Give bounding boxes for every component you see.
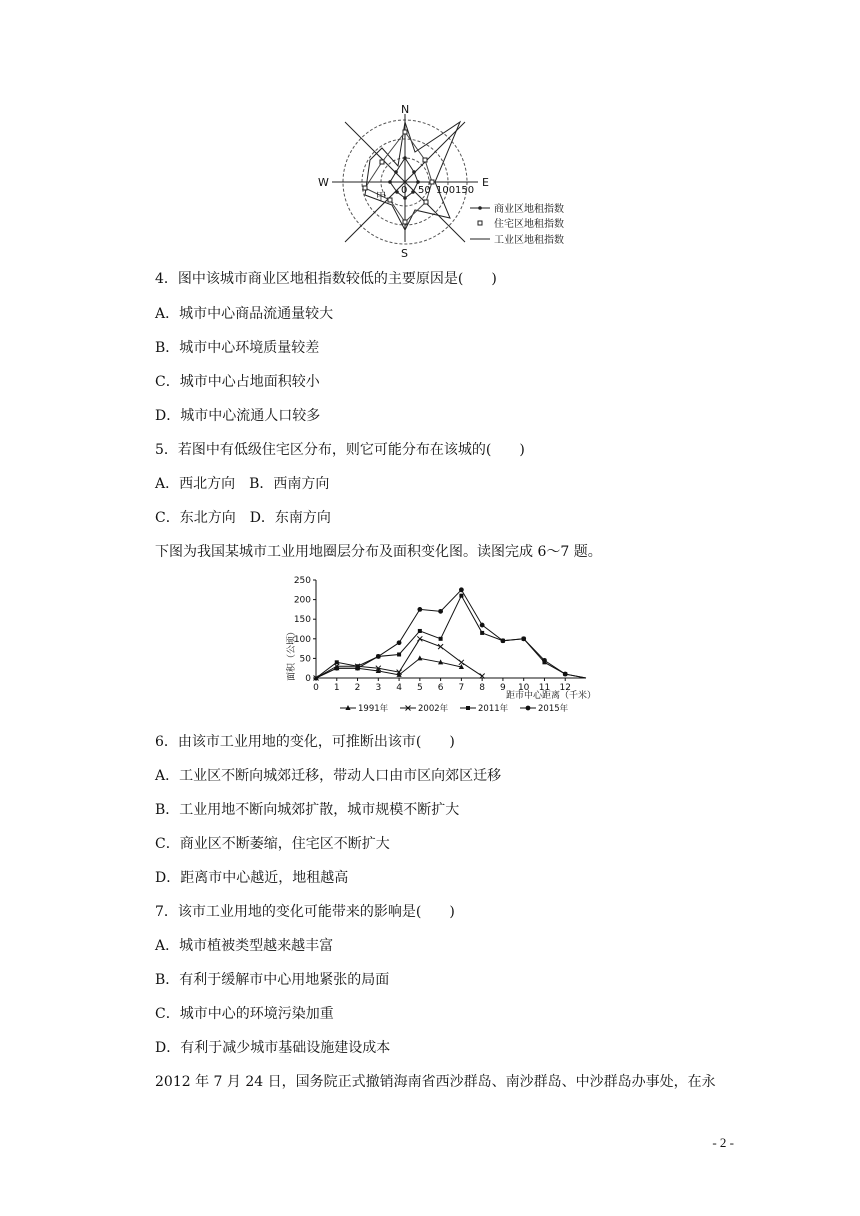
- data-point: [376, 654, 381, 659]
- chart-intro-text: 下图为我国某城市工业用地圈层分布及面积变化图。读图完成 6～7 题。: [155, 544, 602, 560]
- radar-legend: [470, 202, 564, 246]
- question-6-option-a: A．工业区不断向城郊迁移，带动人口由市区向郊区迁移: [155, 768, 502, 784]
- x-tick-label-6: 6: [437, 683, 444, 693]
- data-point: [480, 623, 485, 628]
- question-4-option-b: B．城市中心环境质量较差: [155, 340, 320, 356]
- ring-label-100: 100: [436, 185, 456, 196]
- data-point: [417, 607, 422, 612]
- y-tick-label-50: 50: [299, 654, 311, 665]
- question-6-stem: 6．由该市工业用地的变化，可推断出该市( ): [155, 734, 455, 750]
- y-axis-label: 面积（公顷）: [287, 626, 297, 682]
- y-tick-label-250: 250: [293, 576, 311, 586]
- question-5-options-row-2: C．东北方向 D．东南方向: [155, 510, 331, 526]
- legend-industrial: 工业区地租指数: [494, 235, 564, 246]
- ring-label-0: 0: [401, 185, 408, 196]
- data-point: [459, 594, 463, 598]
- x-tick-label-12: 12: [559, 683, 571, 693]
- x-axis-label: 距市中心距离（千米）: [506, 691, 597, 701]
- data-point: [355, 666, 360, 671]
- x-tick-label-10: 10: [517, 683, 530, 693]
- x-tick-label-3: 3: [375, 683, 382, 693]
- question-4-option-c: C．城市中心占地面积较小: [155, 374, 320, 390]
- data-point: [501, 638, 506, 643]
- question-6-option-b: B．工业用地不断向城郊扩散，城市规模不断扩大: [155, 802, 460, 818]
- question-4-stem: 4．图中该城市商业区地租指数较低的主要原因是( ): [155, 271, 497, 287]
- y-tick-label-150: 150: [293, 615, 311, 626]
- data-point: [417, 655, 422, 660]
- x-tick-label-4: 4: [396, 683, 402, 693]
- question-5-options-row-1: A．西北方向 B．西南方向: [155, 476, 330, 492]
- data-point: [438, 609, 443, 614]
- question-4-option-d: D．城市中心流通人口较多: [155, 408, 321, 424]
- x-tick-label-1: 1: [333, 683, 340, 693]
- x-tick-label-0: 0: [313, 683, 319, 693]
- legend-label-2011年: 2011年: [478, 704, 509, 714]
- data-point: [439, 637, 443, 641]
- data-point: [438, 644, 443, 649]
- question-7-option-a: A．城市植被类型越来越丰富: [155, 938, 334, 954]
- legend-label-2015年: 2015年: [538, 704, 569, 714]
- west-label: W: [318, 176, 329, 189]
- data-point: [397, 640, 402, 645]
- data-point: [397, 652, 401, 656]
- question-6-option-d: D．距离市中心越近，地租越高: [155, 870, 349, 886]
- legend-residential: 住宅区地租指数: [494, 219, 564, 230]
- data-point: [417, 636, 422, 641]
- ring-label-150: 150: [455, 185, 475, 196]
- legend-label-1991年: 1991年: [358, 704, 389, 714]
- question-5-stem: 5．若图中有低级住宅区分布，则它可能分布在该城的( ): [155, 442, 525, 458]
- y-tick-label-100: 100: [293, 634, 311, 645]
- data-point: [480, 631, 484, 635]
- question-7-stem: 7．该市工业用地的变化可能带来的影响是( ): [155, 904, 455, 920]
- data-point: [563, 672, 568, 677]
- question-4-option-a: A．城市中心商品流通量较大: [155, 306, 334, 322]
- data-point: [542, 658, 547, 663]
- east-label: E: [482, 176, 489, 189]
- x-tick-label-2: 2: [354, 683, 361, 693]
- industrial-land-area-chart: [280, 574, 620, 718]
- rent-index-radar-figure: [310, 100, 610, 265]
- x-tick-label-9: 9: [500, 683, 506, 693]
- page-number: - 2 -: [712, 1135, 734, 1150]
- data-point: [459, 587, 464, 592]
- north-label: N: [401, 103, 410, 116]
- question-7-option-d: D．有利于减少城市基础设施建设成本: [155, 1040, 391, 1056]
- south-label: S: [401, 247, 408, 260]
- x-tick-label-11: 11: [538, 683, 551, 693]
- x-tick-label-8: 8: [479, 683, 486, 693]
- y-tick-label-0: 0: [305, 674, 311, 684]
- data-point: [334, 666, 339, 671]
- y-tick-label-200: 200: [293, 595, 311, 606]
- legend-label-2002年: 2002年: [418, 704, 449, 714]
- question-7-option-b: B．有利于缓解市中心用地紧张的局面: [155, 972, 390, 988]
- data-point: [335, 660, 339, 664]
- legend-marker: [526, 706, 531, 711]
- x-tick-label-5: 5: [416, 683, 423, 693]
- legend-commercial: 商业区地租指数: [494, 204, 564, 215]
- continued-passage-text: 2012 年 7 月 24 日，国务院正式撤销海南省西沙群岛、南沙群岛、中沙群岛办事处，在永: [155, 1074, 716, 1090]
- legend-marker: [466, 706, 470, 710]
- ring-label-50: 50: [418, 185, 431, 196]
- question-7-option-c: C．城市中心的环境污染加重: [155, 1006, 334, 1022]
- question-6-option-c: C．商业区不断萎缩，住宅区不断扩大: [155, 836, 390, 852]
- center-region-label: 甲: [376, 192, 386, 203]
- data-point: [418, 629, 422, 633]
- series-2011年: [316, 594, 586, 678]
- data-point: [521, 636, 526, 641]
- x-tick-label-7: 7: [458, 683, 465, 693]
